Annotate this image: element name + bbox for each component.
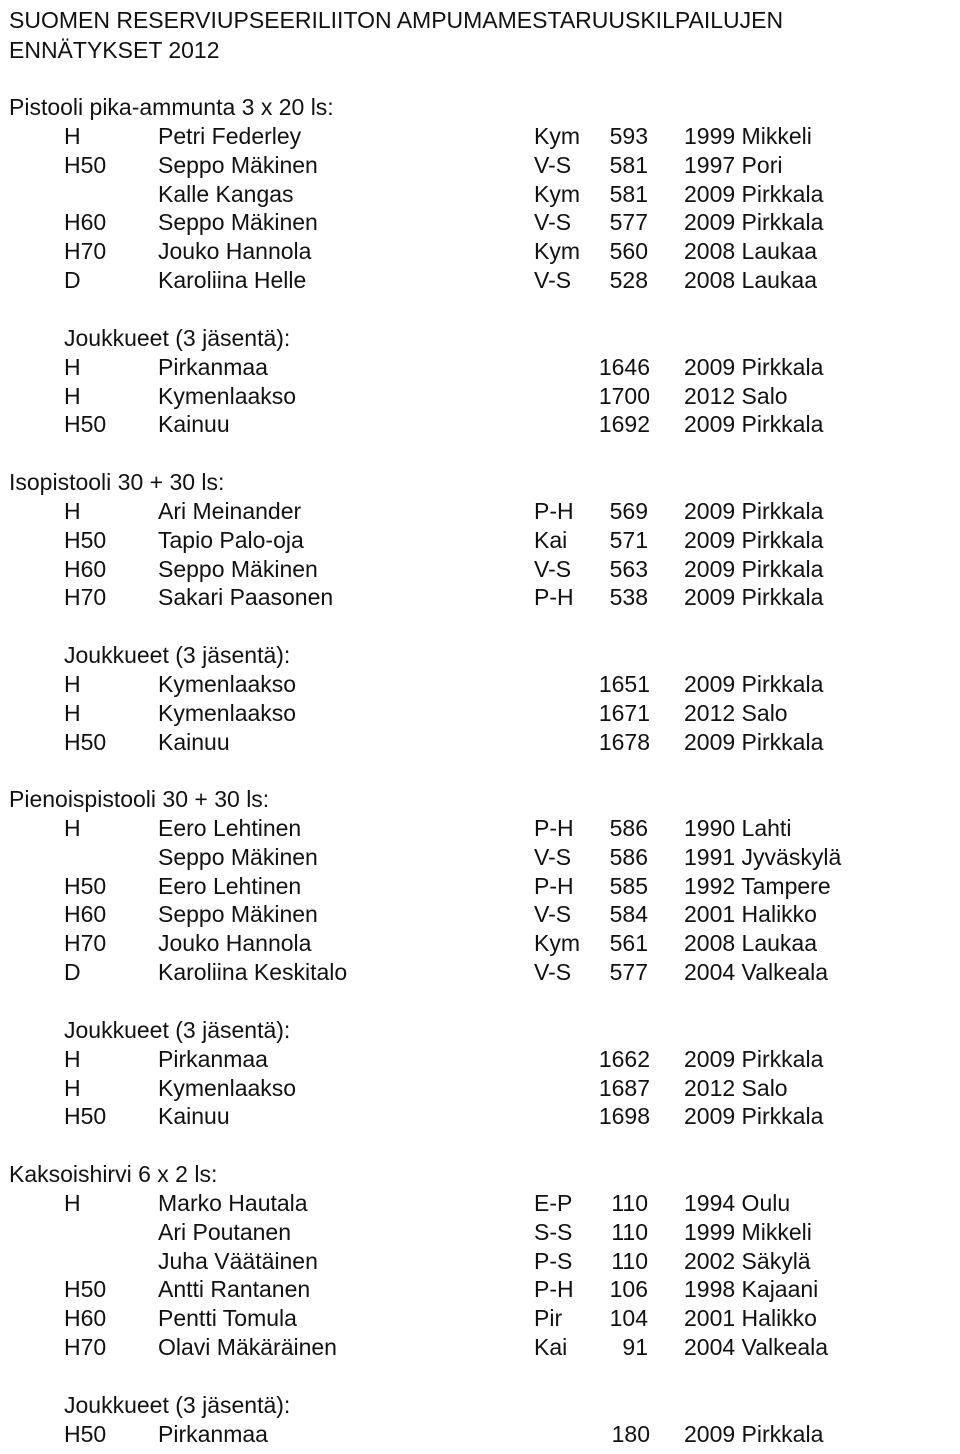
record-club: V-S	[534, 959, 572, 986]
record-class: H60	[64, 209, 107, 236]
record-year-place: 2008 Laukaa	[684, 267, 818, 294]
team-class: H50	[64, 411, 107, 438]
team-row	[0, 699, 960, 727]
record-score: 581	[609, 180, 648, 207]
record-year-place: 1992 Tampere	[684, 872, 831, 899]
team-score: 1700	[598, 382, 650, 409]
record-year-place: 1998 Kajaani	[684, 1276, 819, 1303]
team-class: H50	[64, 1103, 107, 1130]
section-title: Isopistooli 30 + 30 ls:	[9, 469, 225, 495]
team-score: 1698	[598, 1103, 650, 1130]
record-year-place: 2001 Halikko	[684, 901, 817, 928]
record-name: Antti Rantanen	[158, 1276, 311, 1303]
record-row	[0, 1189, 960, 1217]
team-name: Kainuu	[158, 411, 230, 438]
teams-heading: Joukkueet (3 jäsentä):	[64, 642, 291, 669]
record-row	[0, 1333, 960, 1361]
team-year-place: 2009 Pirkkala	[684, 353, 824, 380]
record-score: 106	[609, 1276, 648, 1303]
record-name: Karoliina Keskitalo	[158, 959, 348, 986]
record-name: Kalle Kangas	[158, 180, 294, 207]
team-name: Pirkanmaa	[158, 1045, 268, 1072]
record-club: S-S	[534, 1218, 573, 1245]
record-name: Seppo Mäkinen	[158, 151, 318, 178]
record-score: 585	[609, 872, 648, 899]
record-row	[0, 929, 960, 957]
record-name: Eero Lehtinen	[158, 872, 302, 899]
team-year-place: 2012 Salo	[684, 1074, 788, 1101]
team-score: 180	[611, 1420, 650, 1447]
record-score: 586	[609, 814, 648, 841]
record-name: Marko Hautala	[158, 1189, 308, 1216]
record-club: P-H	[534, 814, 574, 841]
record-score: 577	[609, 209, 648, 236]
record-name: Petri Federley	[158, 122, 302, 149]
teams-heading: Joukkueet (3 jäsentä):	[64, 324, 291, 351]
team-year-place: 2009 Pirkkala	[684, 670, 824, 697]
record-class: H	[64, 122, 81, 149]
record-row	[0, 180, 960, 208]
team-year-place: 2009 Pirkkala	[684, 411, 824, 438]
team-name: Kymenlaakso	[158, 670, 297, 697]
record-club: P-H	[534, 1276, 574, 1303]
record-class: H	[64, 814, 81, 841]
team-score: 1678	[598, 728, 650, 755]
section-title: Pistooli pika-ammunta 3 x 20 ls:	[9, 94, 334, 120]
record-row	[0, 208, 960, 236]
team-name: Kainuu	[158, 728, 230, 755]
record-year-place: 1994 Oulu	[684, 1189, 791, 1216]
record-year-place: 2009 Pirkkala	[684, 584, 824, 611]
record-year-place: 1999 Mikkeli	[684, 122, 812, 149]
record-name: Olavi Mäkäräinen	[158, 1334, 337, 1361]
section-title: Kaksoishirvi 6 x 2 ls:	[9, 1161, 218, 1187]
record-row	[0, 151, 960, 179]
record-name: Seppo Mäkinen	[158, 555, 318, 582]
record-class: H60	[64, 555, 107, 582]
record-score: 593	[609, 122, 648, 149]
team-score: 1692	[598, 411, 650, 438]
record-class: H50	[64, 526, 107, 553]
team-year-place: 2009 Pirkkala	[684, 1045, 824, 1072]
record-row	[0, 814, 960, 842]
record-name: Jouko Hannola	[158, 930, 312, 957]
record-name: Ari Poutanen	[158, 1218, 291, 1245]
teams-heading: Joukkueet (3 jäsentä):	[64, 1391, 291, 1418]
record-club: V-S	[534, 843, 572, 870]
record-class: H70	[64, 584, 107, 611]
record-name: Juha Väätäinen	[158, 1247, 318, 1274]
record-year-place: 2009 Pirkkala	[684, 180, 824, 207]
record-class: D	[64, 959, 81, 986]
record-row	[0, 237, 960, 265]
team-class: H	[64, 699, 81, 726]
teams-heading: Joukkueet (3 jäsentä):	[64, 1016, 291, 1043]
record-year-place: 2009 Pirkkala	[684, 555, 824, 582]
team-year-place: 2009 Pirkkala	[684, 1103, 824, 1130]
team-row	[0, 1102, 960, 1130]
record-year-place: 2004 Valkeala	[684, 959, 829, 986]
record-name: Pentti Tomula	[158, 1305, 297, 1332]
team-row	[0, 410, 960, 438]
document-subtitle: ENNÄTYKSET 2012	[9, 37, 220, 63]
record-score: 584	[609, 901, 648, 928]
team-year-place: 2009 Pirkkala	[684, 1420, 824, 1447]
team-year-place: 2009 Pirkkala	[684, 728, 824, 755]
record-club: P-S	[534, 1247, 573, 1274]
record-club: V-S	[534, 901, 572, 928]
record-class: D	[64, 267, 81, 294]
record-row	[0, 1247, 960, 1275]
record-name: Tapio Palo-oja	[158, 526, 304, 553]
record-score: 561	[609, 930, 648, 957]
record-row	[0, 872, 960, 900]
record-class: H50	[64, 1276, 107, 1303]
record-row	[0, 958, 960, 986]
record-score: 91	[622, 1334, 648, 1361]
team-class: H	[64, 670, 81, 697]
record-row	[0, 497, 960, 525]
team-class: H	[64, 1074, 81, 1101]
record-club: Kai	[534, 526, 568, 553]
record-score: 563	[609, 555, 648, 582]
record-class: H60	[64, 901, 107, 928]
record-club: P-H	[534, 872, 574, 899]
record-name: Ari Meinander	[158, 497, 302, 524]
record-score: 569	[609, 497, 648, 524]
record-year-place: 2008 Laukaa	[684, 930, 818, 957]
record-club: P-H	[534, 584, 574, 611]
record-score: 528	[609, 267, 648, 294]
record-year-place: 2009 Pirkkala	[684, 526, 824, 553]
record-row	[0, 555, 960, 583]
record-year-place: 2001 Halikko	[684, 1305, 817, 1332]
record-score: 581	[609, 151, 648, 178]
record-club: P-H	[534, 497, 574, 524]
record-club: Kym	[534, 180, 580, 207]
team-name: Kainuu	[158, 1103, 230, 1130]
team-row	[0, 1420, 960, 1448]
team-row	[0, 670, 960, 698]
team-class: H	[64, 382, 81, 409]
record-class: H60	[64, 1305, 107, 1332]
record-year-place: 1999 Mikkeli	[684, 1218, 812, 1245]
team-score: 1651	[598, 670, 650, 697]
record-row	[0, 526, 960, 554]
record-club: Kym	[534, 930, 580, 957]
record-score: 538	[609, 584, 648, 611]
team-name: Kymenlaakso	[158, 699, 297, 726]
record-name: Jouko Hannola	[158, 238, 312, 265]
record-score: 577	[609, 959, 648, 986]
record-class: H50	[64, 151, 107, 178]
record-club: V-S	[534, 151, 572, 178]
record-year-place: 2009 Pirkkala	[684, 209, 824, 236]
record-class: H	[64, 497, 81, 524]
record-name: Karoliina Helle	[158, 267, 307, 294]
record-club: Kym	[534, 122, 580, 149]
document-title: SUOMEN RESERVIUPSEERILIITON AMPUMAMESTARUUSKILPAILUJEN	[9, 7, 784, 33]
record-club: Pir	[534, 1305, 563, 1332]
team-year-place: 2012 Salo	[684, 382, 788, 409]
record-row	[0, 583, 960, 611]
record-score: 110	[611, 1189, 648, 1216]
record-score: 110	[611, 1247, 648, 1274]
team-name: Pirkanmaa	[158, 353, 268, 380]
record-score: 110	[611, 1218, 648, 1245]
record-year-place: 1997 Pori	[684, 151, 783, 178]
record-score: 104	[609, 1305, 648, 1332]
record-year-place: 2002 Säkylä	[684, 1247, 811, 1274]
team-class: H	[64, 353, 81, 380]
record-class: H	[64, 1189, 81, 1216]
team-row	[0, 1074, 960, 1102]
record-year-place: 1990 Lahti	[684, 814, 792, 841]
team-year-place: 2012 Salo	[684, 699, 788, 726]
record-class: H50	[64, 872, 107, 899]
team-score: 1687	[598, 1074, 650, 1101]
team-row	[0, 382, 960, 410]
record-row	[0, 843, 960, 871]
record-class: H70	[64, 238, 107, 265]
record-year-place: 1991 Jyväskylä	[684, 843, 842, 870]
team-class: H50	[64, 728, 107, 755]
record-name: Eero Lehtinen	[158, 814, 302, 841]
record-row	[0, 1275, 960, 1303]
record-name: Seppo Mäkinen	[158, 843, 318, 870]
team-score: 1646	[598, 353, 650, 380]
team-score: 1662	[598, 1045, 650, 1072]
record-score: 586	[609, 843, 648, 870]
record-row	[0, 122, 960, 150]
record-club: Kym	[534, 238, 580, 265]
record-year-place: 2009 Pirkkala	[684, 497, 824, 524]
record-club: V-S	[534, 209, 572, 236]
team-row	[0, 353, 960, 381]
team-score: 1671	[598, 699, 650, 726]
record-name: Seppo Mäkinen	[158, 209, 318, 236]
section-title: Pienoispistooli 30 + 30 ls:	[9, 786, 270, 812]
record-score: 560	[609, 238, 648, 265]
record-score: 571	[609, 526, 648, 553]
record-row	[0, 1218, 960, 1246]
record-club: E-P	[534, 1189, 573, 1216]
record-club: V-S	[534, 555, 572, 582]
team-class: H	[64, 1045, 81, 1072]
record-club: Kai	[534, 1334, 568, 1361]
team-row	[0, 728, 960, 756]
record-name: Seppo Mäkinen	[158, 901, 318, 928]
record-row	[0, 1304, 960, 1332]
record-year-place: 2004 Valkeala	[684, 1334, 829, 1361]
record-year-place: 2008 Laukaa	[684, 238, 818, 265]
team-row	[0, 1045, 960, 1073]
record-class: H70	[64, 1334, 107, 1361]
record-row	[0, 900, 960, 928]
record-club: V-S	[534, 267, 572, 294]
record-class: H70	[64, 930, 107, 957]
team-name: Kymenlaakso	[158, 382, 297, 409]
team-name: Kymenlaakso	[158, 1074, 297, 1101]
team-class: H50	[64, 1420, 107, 1447]
record-name: Sakari Paasonen	[158, 584, 334, 611]
team-name: Pirkanmaa	[158, 1420, 268, 1447]
record-row	[0, 266, 960, 294]
